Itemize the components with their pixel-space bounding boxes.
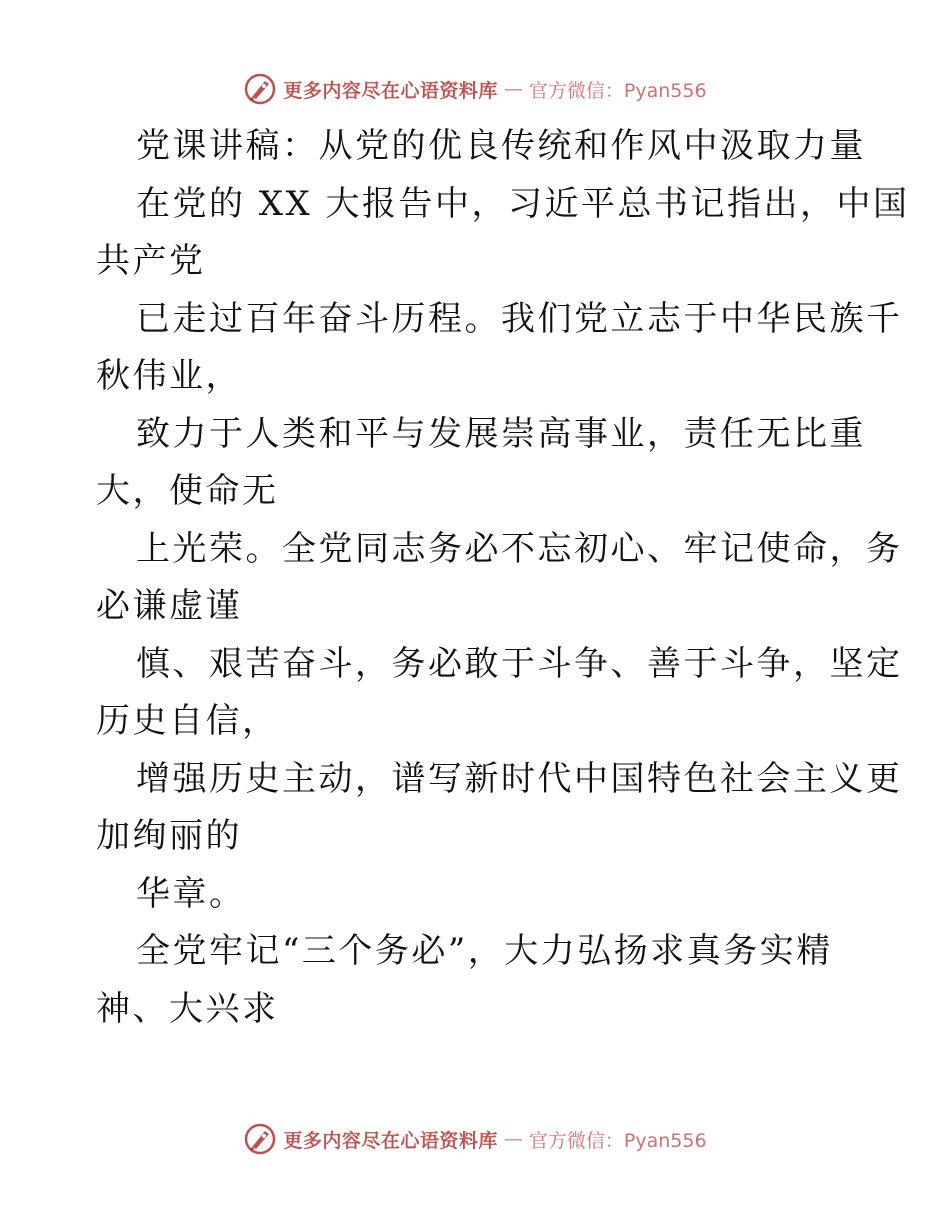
- pen-logo-icon: [243, 1122, 277, 1156]
- text-line: 秋伟业，: [96, 356, 242, 396]
- watermark-dash: —: [503, 1128, 523, 1150]
- document-body: [96, 118, 910, 1038]
- text-line: 神、大兴求: [96, 988, 279, 1029]
- document-title: 党课讲稿：从党的优良传统和作风中汲取力量: [136, 126, 866, 166]
- text-line: 共产党: [96, 241, 206, 281]
- text-line: 上光荣。全党同志务必不忘初心、牢记使命，务: [136, 528, 903, 569]
- text-line: 华章。: [136, 873, 246, 914]
- text-line: 历史自信，: [96, 701, 279, 741]
- header-watermark: [0, 72, 950, 106]
- watermark-wechat: 官方微信：Pyan556: [528, 79, 707, 102]
- text-line: 已走过百年奋斗历程。我们党立志于中华民族千: [136, 298, 903, 339]
- watermark-wechat: 官方微信：Pyan556: [528, 1129, 707, 1152]
- watermark-text: 更多内容尽在心语资料库: [283, 79, 498, 102]
- text-line: 增强历史主动，谱写新时代中国特色社会主义更: [136, 758, 903, 799]
- text-line: 必谦虚谨: [96, 586, 242, 626]
- text-line: 大，使命无: [96, 471, 279, 511]
- watermark-text: 更多内容尽在心语资料库: [283, 1129, 498, 1152]
- text-line: 在党的 XX 大报告中，习近平总书记指出，中国: [136, 183, 910, 224]
- watermark-dash: —: [503, 78, 523, 100]
- pen-logo-icon: [243, 72, 277, 106]
- footer-watermark: [0, 1122, 950, 1156]
- text-line: 加绚丽的: [96, 816, 242, 856]
- text-line: 慎、艰苦奋斗，务必敢于斗争、善于斗争，坚定: [136, 643, 903, 684]
- text-line: 全党牢记“三个务必”，大力弘扬求真务实精: [136, 931, 833, 971]
- text-line: 致力于人类和平与发展崇高事业，责任无比重: [136, 413, 866, 454]
